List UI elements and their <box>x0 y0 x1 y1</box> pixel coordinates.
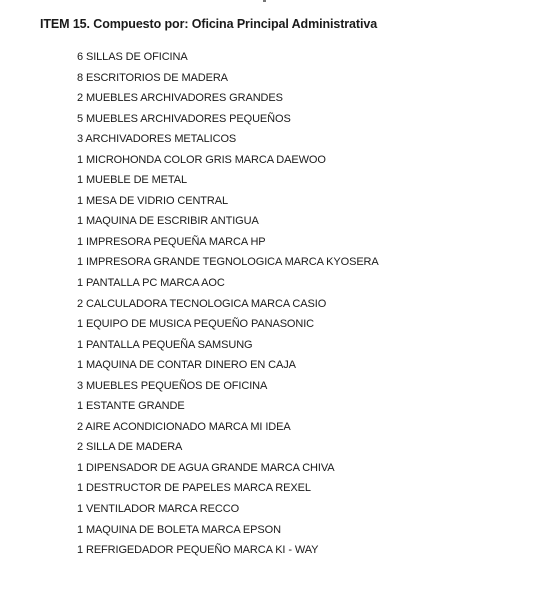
list-item: 2 SILLA DE MADERA <box>77 441 183 454</box>
list-item: 1 PANTALLA PEQUEÑA SAMSUNG <box>77 338 253 351</box>
list-item: 1 EQUIPO DE MUSICA PEQUEÑO PANASONIC <box>77 318 315 331</box>
list-item: 1 DESTRUCTOR DE PAPELES MARCA REXEL <box>77 482 311 495</box>
list-item: 5 MUEBLES ARCHIVADORES PEQUEÑOS <box>77 112 291 125</box>
list-item: 1 ESTANTE GRANDE <box>77 400 185 413</box>
page-top-mark <box>263 0 266 2</box>
list-item: 1 PANTALLA PC MARCA AOC <box>77 277 225 290</box>
list-item: 1 MUEBLE DE METAL <box>77 174 187 187</box>
list-item: 3 ARCHIVADORES METALICOS <box>77 133 237 146</box>
list-item: 2 AIRE ACONDICIONADO MARCA MI IDEA <box>77 420 291 433</box>
list-item: 1 MAQUINA DE BOLETA MARCA EPSON <box>77 523 281 536</box>
list-item: 1 IMPRESORA PEQUEÑA MARCA HP <box>77 235 266 248</box>
list-item: 1 MICROHONDA COLOR GRIS MARCA DAEWOO <box>77 153 326 166</box>
list-item: 2 MUEBLES ARCHIVADORES GRANDES <box>77 92 283 105</box>
side-watermark <box>1 560 9 600</box>
list-item: 1 MESA DE VIDRIO CENTRAL <box>77 194 229 207</box>
item-heading: ITEM 15. Compuesto por: Oficina Principal Administrativa <box>40 17 378 31</box>
list-item: 1 MAQUINA DE CONTAR DINERO EN CAJA <box>77 359 296 372</box>
list-item: 3 MUEBLES PEQUEÑOS DE OFICINA <box>77 379 268 392</box>
list-item: 8 ESCRITORIOS DE MADERA <box>77 71 228 84</box>
list-item: 1 MAQUINA DE ESCRIBIR ANTIGUA <box>77 215 259 228</box>
list-item: 6 SILLAS DE OFICINA <box>77 51 188 63</box>
list-item: 1 VENTILADOR MARCA RECCO <box>77 503 240 516</box>
list-item: 2 CALCULADORA TECNOLOGICA MARCA CASIO <box>77 297 327 310</box>
list-item: 1 DIPENSADOR DE AGUA GRANDE MARCA CHIVA <box>77 461 335 474</box>
list-item: 1 REFRIGEDADOR PEQUEÑO MARCA KI - WAY <box>77 544 319 557</box>
list-item: 1 IMPRESORA GRANDE TEGNOLOGICA MARCA KYOSERA <box>77 256 379 269</box>
inventory-list <box>77 51 379 565</box>
